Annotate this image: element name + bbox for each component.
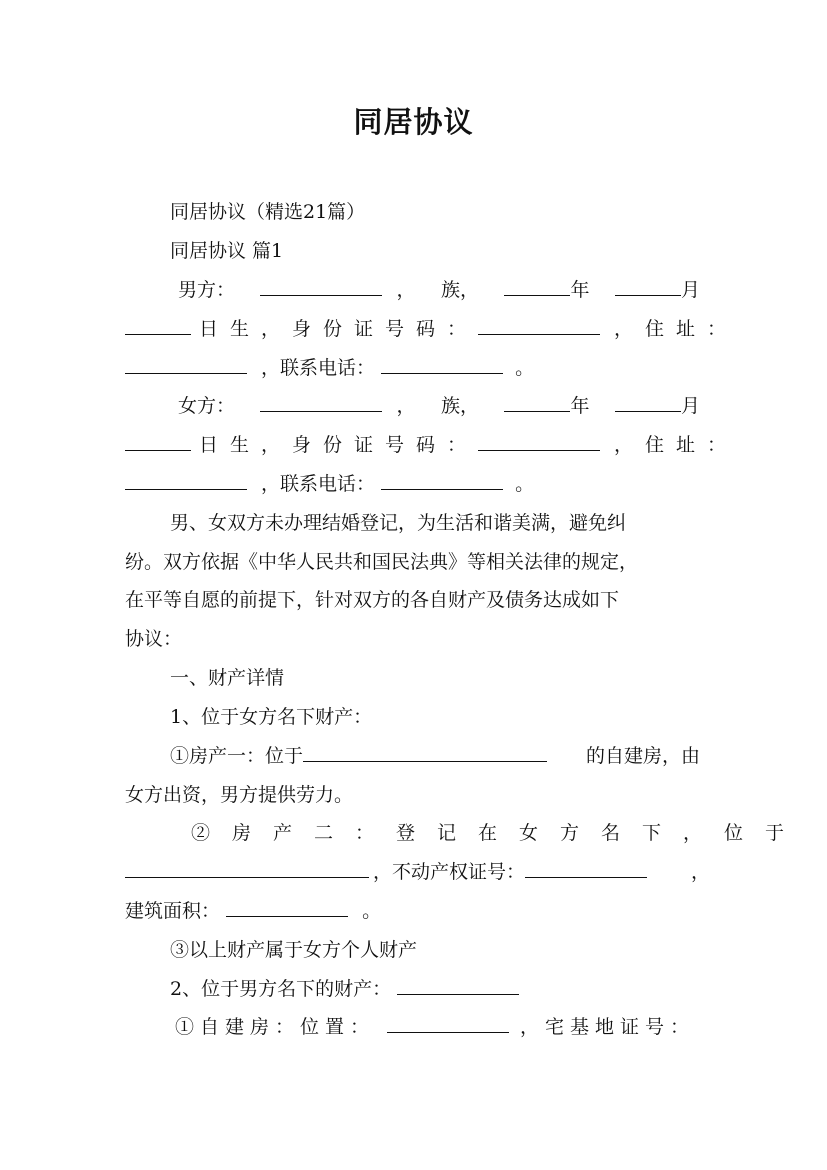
house2-cert-label: ，不动产权证号： [373, 861, 526, 883]
house1-tail: 的自建房，由 [585, 745, 700, 767]
female-day-blank [125, 432, 191, 451]
male-address: ，住址： [614, 318, 739, 340]
female-address-blank [125, 471, 247, 490]
male-ethnic: 族， [440, 279, 479, 301]
self-built-line [175, 1014, 695, 1040]
female-name-blank [260, 393, 382, 412]
female-year: 年 [570, 395, 590, 417]
female-address: ，住址： [614, 434, 739, 456]
intro-line-4: 协议： [125, 628, 183, 650]
female-month: 月 [680, 395, 700, 417]
house2-line-2 [125, 859, 710, 885]
house2-line-1: ②房产二：登记在女方名下，位于 [191, 822, 807, 844]
female-id-blank [478, 432, 600, 451]
male-line-1: 男方： ， 族， 年 月 [178, 279, 700, 301]
female-line-3 [125, 471, 534, 497]
female-ethnic: 族， [440, 395, 479, 417]
intro-line-3: 在平等自愿的前提下，针对双方的各自财产及债务达成如下 [125, 589, 620, 611]
house2-line-3 [125, 898, 381, 924]
female-line-1: 女方： ， 族， 年 月 [178, 395, 700, 417]
house1-line-1 [170, 743, 700, 769]
intro-line-1: 男、女双方未办理结婚登记，为生活和谐美满，避免纠 [170, 512, 627, 534]
house1-location-blank [303, 743, 547, 762]
house2-end: 。 [362, 900, 382, 922]
female-end: 。 [515, 473, 535, 495]
male-id-blank [478, 316, 600, 335]
male-line-2 [125, 316, 739, 342]
male-property-blank [397, 976, 519, 995]
item-male-property [170, 976, 519, 1002]
self-built-location-blank [387, 1014, 509, 1033]
item-male-property-label: 2、位于男方名下的财产： [170, 978, 392, 1000]
female-line-2 [125, 432, 739, 458]
house2-area-label: 建筑面积： [125, 900, 221, 922]
house1-label: ①房产一：位于 [170, 745, 304, 767]
male-label: 男方： [178, 279, 236, 301]
male-year-blank [504, 277, 570, 296]
female-phone: ，联系电话： [261, 473, 376, 495]
house2-location-blank [125, 859, 369, 878]
self-built-cert: ，宅基地证号： [519, 1016, 695, 1038]
male-day-blank [125, 316, 191, 335]
male-address-blank [125, 355, 247, 374]
document-title: 同居协议 [353, 105, 474, 139]
female-born: 日生，身份证号码： [199, 434, 479, 456]
female-label: 女方： [178, 395, 236, 417]
male-born: 日生，身份证号码： [199, 318, 479, 340]
male-year: 年 [570, 279, 590, 301]
section-heading: 一、财产详情 [170, 667, 285, 689]
female-month-blank [615, 393, 681, 412]
male-phone: ，联系电话： [261, 357, 376, 379]
male-month-blank [615, 277, 681, 296]
female-phone-blank [381, 471, 503, 490]
intro-line-2: 纷。双方依据《中华人民共和国民法典》等相关法律的规定， [125, 551, 639, 573]
male-phone-blank [381, 355, 503, 374]
item-female-property: 1、位于女方名下财产： [170, 706, 373, 728]
subtitle: 同居协议（精选21篇） [170, 201, 366, 223]
house2-area-blank [226, 898, 348, 917]
male-line-3 [125, 355, 534, 381]
female-property-note: ③以上财产属于女方个人财产 [170, 939, 418, 961]
chapter-heading: 同居协议 篇1 [170, 240, 284, 262]
house1-line-2: 女方出资，男方提供劳力。 [125, 784, 354, 806]
male-name-blank [260, 277, 382, 296]
male-month: 月 [680, 279, 700, 301]
house2-comma: ， [690, 861, 710, 883]
male-end: 。 [515, 357, 535, 379]
self-built-label: ①自建房：位置： [175, 1016, 376, 1038]
house2-cert-blank [525, 859, 647, 878]
female-year-blank [504, 393, 570, 412]
